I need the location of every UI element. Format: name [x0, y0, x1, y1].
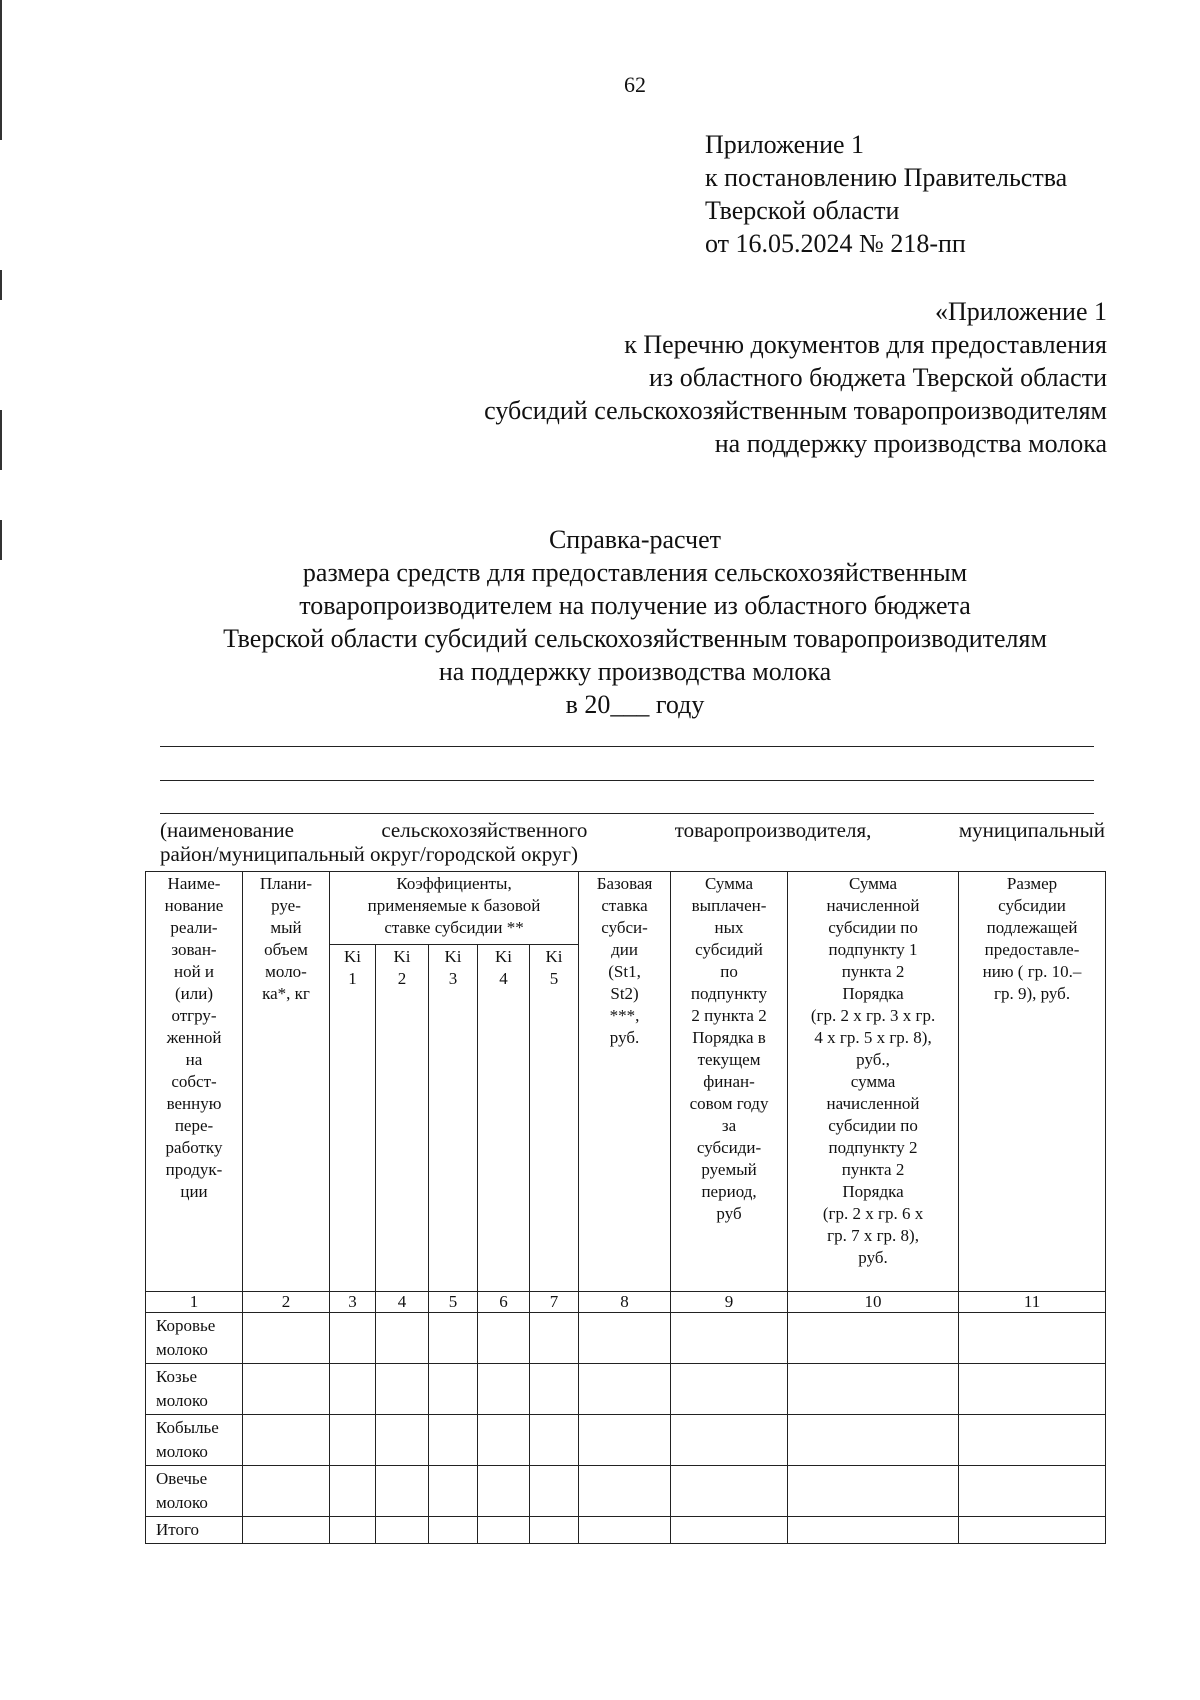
table-cell[interactable] — [243, 1466, 330, 1517]
table-cell[interactable] — [376, 1415, 429, 1466]
title-line: на поддержку производства молока — [438, 657, 832, 686]
caption-line-2: район/муниципальный округ/городской округ) — [160, 842, 579, 866]
column-number: 9 — [671, 1292, 788, 1313]
row-label: Овечье молоко — [146, 1466, 243, 1517]
producer-name-fill-line — [160, 746, 1094, 747]
table-cell[interactable] — [788, 1364, 959, 1415]
column-number: 7 — [530, 1292, 579, 1313]
table-cell[interactable] — [243, 1364, 330, 1415]
table-cell[interactable] — [530, 1466, 579, 1517]
header-coefficients: Коэффициенты, применяемые к базовой ставке субсидии ** — [330, 872, 579, 945]
column-number: 6 — [478, 1292, 530, 1313]
header-subsidy-amount: Размер субсидии подлежащей предоставле- нию ( гр. 10.– гр. 9), руб. — [959, 872, 1106, 1292]
row-label: Кобылье молоко — [146, 1415, 243, 1466]
caption-word: товаропроизводителя, — [674, 818, 872, 842]
table-cell[interactable] — [429, 1466, 478, 1517]
table-cell[interactable] — [530, 1364, 579, 1415]
table-cell[interactable] — [959, 1313, 1106, 1364]
header-base-rate: Базовая ставка субси- дии (St1, St2) ***, руб. — [579, 872, 671, 1292]
title-line: товаропроизводителем на получение из областного бюджета — [299, 591, 971, 620]
header-paid-subsidies: Сумма выплачен- ных субсидий по подпункту 2 пункта 2 Порядка в текущем финан- совом году за субсиди- руемый период, руб — [671, 872, 788, 1292]
table-cell[interactable] — [330, 1313, 376, 1364]
table-cell[interactable] — [671, 1517, 788, 1544]
table-cell[interactable] — [530, 1415, 579, 1466]
table-cell[interactable] — [478, 1466, 530, 1517]
header-ki-5: Ki 5 — [530, 945, 579, 1292]
title-line: Тверской области субсидий сельскохозяйственным товаропроизводителям — [223, 624, 1047, 653]
caption-word: (наименование — [160, 818, 294, 842]
producer-name-fill-line — [160, 780, 1094, 781]
table-cell[interactable] — [530, 1313, 579, 1364]
header-ki-2: Ki 2 — [376, 945, 429, 1292]
table-cell[interactable] — [429, 1364, 478, 1415]
table-cell[interactable] — [579, 1517, 671, 1544]
quoted-appendix-header — [484, 295, 1107, 460]
table-cell[interactable] — [376, 1466, 429, 1517]
total-row — [146, 1517, 1106, 1544]
appendix-line: Приложение 1 — [705, 130, 865, 159]
scan-edge-mark — [0, 520, 2, 560]
table-cell[interactable] — [243, 1517, 330, 1544]
scan-edge-mark — [0, 270, 2, 300]
table-cell[interactable] — [429, 1415, 478, 1466]
column-number: 3 — [330, 1292, 376, 1313]
appendix-header — [705, 128, 1067, 260]
caption-word: муниципальный — [958, 818, 1105, 842]
header-planned-volume: Плани- руе- мый объем моло- ка*, кг — [243, 872, 330, 1292]
table-cell[interactable] — [671, 1415, 788, 1466]
table-cell[interactable] — [959, 1517, 1106, 1544]
table-cell[interactable] — [579, 1313, 671, 1364]
title-line: Справка-расчет — [548, 525, 722, 554]
column-number: 2 — [243, 1292, 330, 1313]
title-year-line: в 20___ году — [565, 690, 705, 719]
column-number: 11 — [959, 1292, 1106, 1313]
appendix-line: Тверской области — [705, 196, 900, 225]
table-row — [146, 1466, 1106, 1517]
table-cell[interactable] — [478, 1364, 530, 1415]
table-cell[interactable] — [579, 1466, 671, 1517]
appendix-line: к постановлению Правительства — [705, 163, 1068, 192]
table-cell[interactable] — [478, 1415, 530, 1466]
column-number: 5 — [429, 1292, 478, 1313]
table-cell[interactable] — [530, 1517, 579, 1544]
table-row — [146, 1313, 1106, 1364]
quoted-appendix-line: на поддержку производства молока — [714, 429, 1107, 458]
quoted-appendix-line: субсидий сельскохозяйственным товаропроизводителям — [484, 396, 1107, 425]
table-cell[interactable] — [579, 1415, 671, 1466]
row-label: Коровье молоко — [146, 1313, 243, 1364]
scan-edge-mark — [0, 410, 2, 470]
scan-edge-mark — [0, 0, 2, 140]
quoted-appendix-line: «Приложение 1 — [934, 297, 1107, 326]
column-number-row — [146, 1292, 1106, 1313]
table-cell[interactable] — [429, 1313, 478, 1364]
header-ki-1: Ki 1 — [330, 945, 376, 1292]
caption-word: сельскохозяйственного — [381, 818, 588, 842]
producer-name-fill-line — [160, 813, 1094, 814]
table-cell[interactable] — [959, 1364, 1106, 1415]
table-cell[interactable] — [478, 1517, 530, 1544]
quoted-appendix-line: из областного бюджета Тверской области — [649, 363, 1107, 392]
quoted-appendix-line: к Перечню документов для предоставления — [624, 330, 1107, 359]
table-row — [146, 1364, 1106, 1415]
table-row — [146, 1415, 1106, 1466]
table-cell[interactable] — [671, 1364, 788, 1415]
title-line: размера средств для предоставления сельскохозяйственным — [302, 558, 968, 587]
calculation-table — [145, 871, 1106, 1544]
document-title — [140, 523, 1130, 721]
table-cell[interactable] — [243, 1415, 330, 1466]
table-cell[interactable] — [579, 1364, 671, 1415]
table-cell[interactable] — [376, 1313, 429, 1364]
fill-line-caption — [160, 818, 1105, 866]
table-cell[interactable] — [330, 1415, 376, 1466]
table-cell[interactable] — [959, 1466, 1106, 1517]
row-label: Козье молоко — [146, 1364, 243, 1415]
header-product-name: Наиме- нование реали- зован- ной и (или) отгру- женной на собст- венную пере- работку продук- ции — [146, 872, 243, 1292]
table-cell[interactable] — [478, 1313, 530, 1364]
table-cell[interactable] — [429, 1517, 478, 1544]
table-cell[interactable] — [671, 1313, 788, 1364]
header-accrued-subsidy: Сумма начисленной субсидии по подпункту 1 пункта 2 Порядка (гр. 2 х гр. 3 х гр. 4 х гр. 5 х гр. 8), руб., сумма начисленной субсидии по подпункту 2 пункта 2 Порядка (гр. 2 х гр. 6 х гр. 7 х гр. 8), руб. — [788, 872, 959, 1292]
column-number: 8 — [579, 1292, 671, 1313]
table-cell[interactable] — [959, 1415, 1106, 1466]
header-ki-3: Ki 3 — [429, 945, 478, 1292]
table-cell[interactable] — [376, 1517, 429, 1544]
table-cell[interactable] — [330, 1364, 376, 1415]
table-cell[interactable] — [788, 1313, 959, 1364]
page-number: 62 — [624, 72, 646, 97]
table-cell[interactable] — [376, 1364, 429, 1415]
table-cell[interactable] — [330, 1466, 376, 1517]
table-cell[interactable] — [788, 1415, 959, 1466]
table-cell[interactable] — [243, 1313, 330, 1364]
column-number: 4 — [376, 1292, 429, 1313]
total-label: Итого — [146, 1517, 243, 1544]
appendix-line: от 16.05.2024 № 218-пп — [705, 229, 966, 258]
table-cell[interactable] — [671, 1466, 788, 1517]
table-cell[interactable] — [330, 1517, 376, 1544]
table-cell[interactable] — [788, 1466, 959, 1517]
column-number: 1 — [146, 1292, 243, 1313]
table-cell[interactable] — [788, 1517, 959, 1544]
column-number: 10 — [788, 1292, 959, 1313]
header-ki-4: Ki 4 — [478, 945, 530, 1292]
